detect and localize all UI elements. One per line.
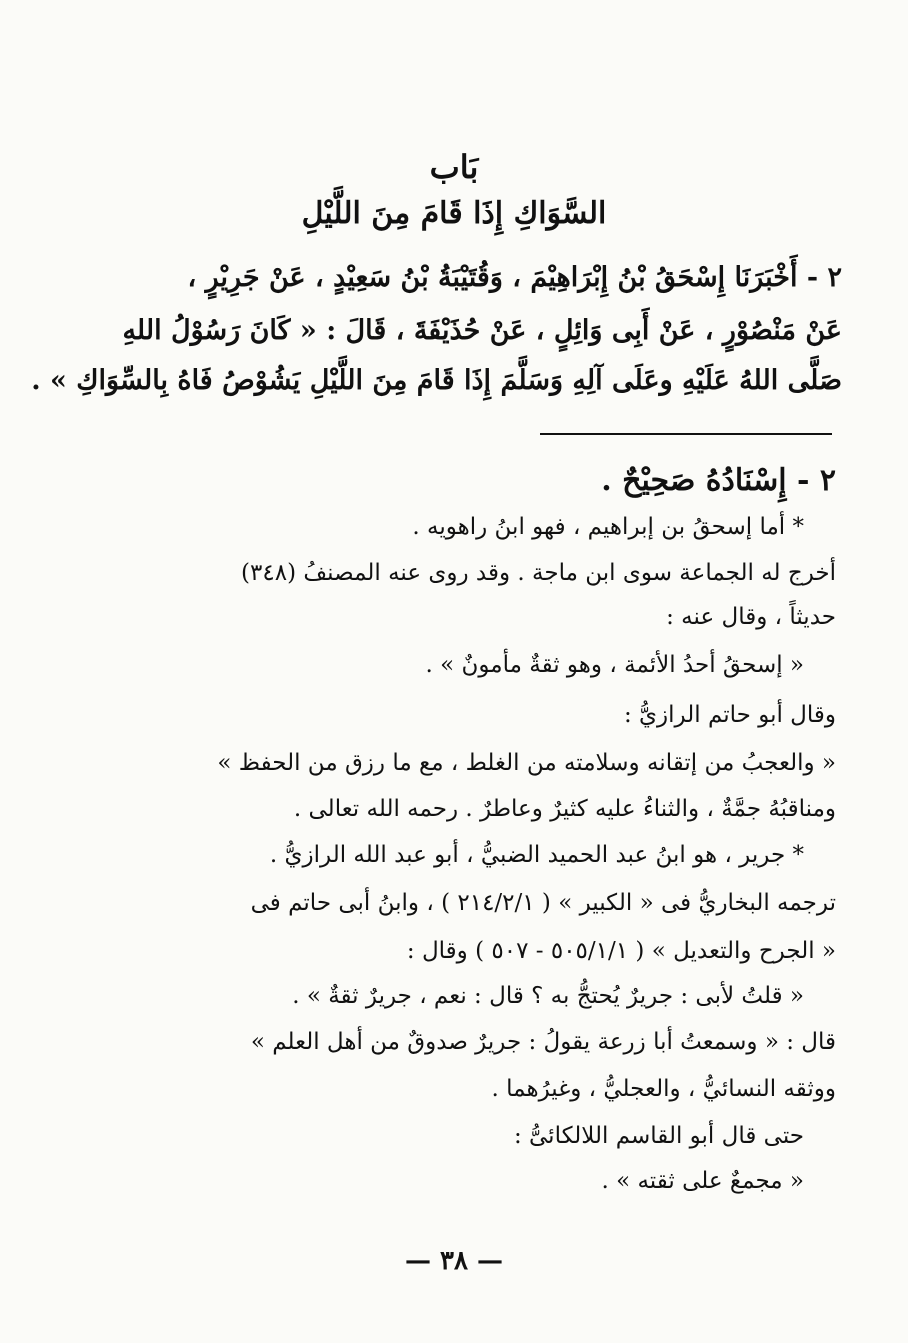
commentary-line: « قلتُ لأبى : جريرٌ يُحتجُّ به ؟ قال : نعم ، جريرٌ ثقةٌ » . (292, 983, 804, 1009)
commentary-line: * جرير ، هو ابنُ عبد الحميد الضبيُّ ، أبو عبد الله الرازيُّ . (269, 842, 804, 868)
commentary-line: ومناقبُهُ جمَّةٌ ، والثناءُ عليه كثيرٌ وعاطرٌ . رحمه الله تعالى . (293, 796, 836, 822)
chapter-title: السَّوَاكِ إِذَا قَامَ مِنَ اللَّيْلِ (301, 196, 607, 231)
commentary-line: ترجمه البخاريُّ فى « الكبير » ( ٢١٤/٢/١ ) ، وابنُ أبى حاتم فى (250, 890, 836, 916)
commentary-line: وقال أبو حاتم الرازيُّ : (623, 702, 836, 728)
commentary-line: « الجرح والتعديل » ( ٥٠٥/١/١ - ٥٠٧ ) وقال : (406, 938, 836, 964)
footnote-divider (540, 433, 832, 435)
commentary-heading: ٢ - إِسْنَادُهُ صَحِيْحٌ . (601, 463, 836, 498)
commentary-line: أخرج له الجماعة سوى ابن ماجة . وقد روى عنه المصنفُ (٣٤٨) (241, 560, 836, 586)
commentary-line: ووثقه النسائيُّ ، والعجليُّ ، وغيرُهما . (491, 1076, 836, 1102)
page-number: — ٣٨ — (404, 1246, 504, 1276)
commentary-line: حديثاً ، وقال عنه : (666, 604, 836, 630)
commentary-line: « مجمعٌ على ثقته » . (601, 1168, 804, 1194)
commentary-line: قال : « وسمعتُ أبا زرعة يقولُ : جريرٌ صدوقٌ من أهل العلم » (250, 1029, 836, 1055)
commentary-line: * أما إسحقُ بن إبراهيم ، فهو ابنُ راهويه . (412, 514, 804, 540)
commentary-line: « إسحقُ أحدُ الأئمة ، وهو ثقةٌ مأمونٌ » . (425, 652, 804, 678)
commentary-line: « والعجبُ من إتقانه وسلامته من الغلط ، مع ما رزق من الحفظ » (217, 750, 836, 776)
hadith-line: عَنْ مَنْصُوْرٍ ، عَنْ أَبِى وَائِلٍ ، عَنْ حُذَيْفَةَ ، قَالَ : « كَانَ رَسُوْلُ اللهِ (122, 315, 842, 346)
chapter-label: بَاب (429, 148, 479, 186)
hadith-line: صَلَّى اللهُ عَلَيْهِ وعَلَى آلِهِ وَسَلَّمَ إِذَا قَامَ مِنَ اللَّيْلِ يَشُوْصُ فَاهُ بِالسِّوَاكِ » . (31, 365, 842, 396)
commentary-line: حتى قال أبو القاسم اللالكائىُّ : (513, 1123, 804, 1149)
hadith-line: ٢ - أَخْبَرَنَا إِسْحَقُ بْنُ إِبْرَاهِيْمَ ، وَقُتَيْبَةُ بْنُ سَعِيْدٍ ، عَنْ جَرِيْرٍ ، (187, 262, 842, 293)
